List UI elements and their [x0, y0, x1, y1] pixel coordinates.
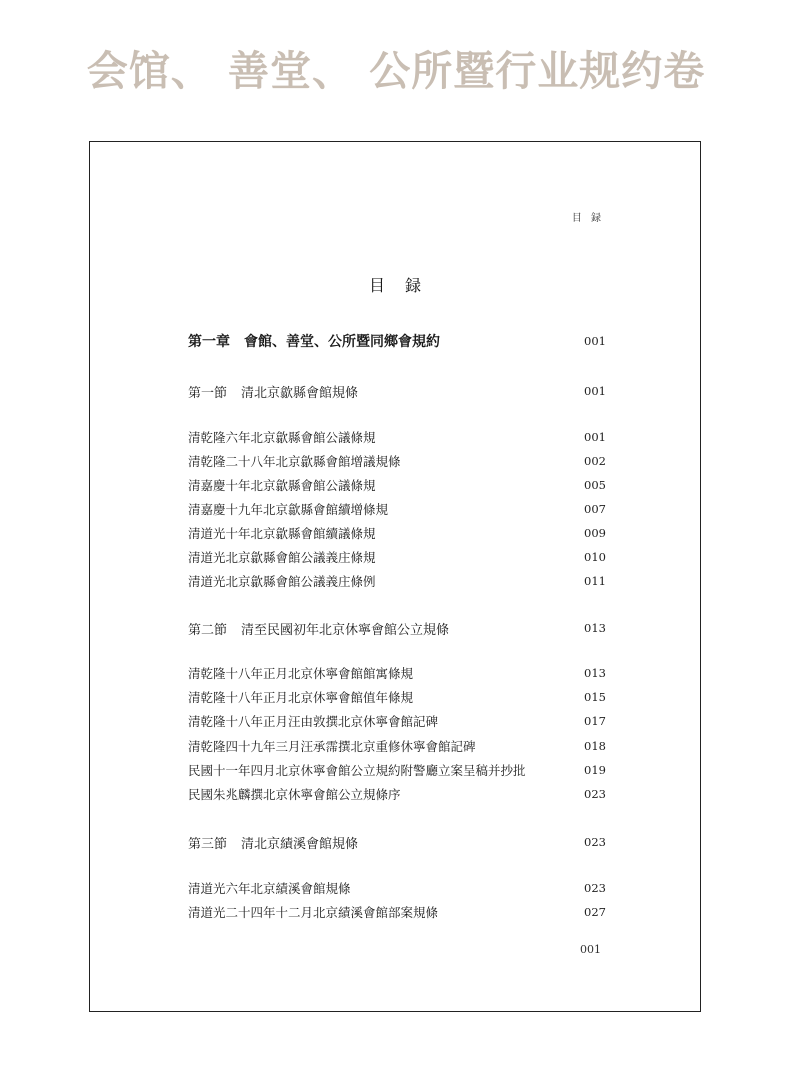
toc-page-number: 001 [584, 384, 606, 398]
toc-entry-title [188, 331, 440, 351]
toc-entry-title [188, 712, 438, 730]
toc-entry-prefix: 第三節 [188, 836, 228, 852]
toc-entry-text: 清嘉慶十九年北京歙縣會館續增條規 [188, 502, 389, 517]
toc-item-entry [188, 784, 606, 804]
toc-item-entry [188, 571, 606, 591]
toc-chapter-entry [188, 331, 606, 351]
toc-page-number: 013 [584, 621, 606, 635]
toc-page-number: 018 [584, 739, 606, 753]
toc-item-entry [188, 736, 606, 756]
toc-entry-title [188, 548, 376, 566]
toc-item-entry [188, 878, 606, 898]
toc-page-number: 009 [584, 526, 606, 540]
toc-entry-text: 清北京績溪會館規條 [241, 836, 359, 852]
toc-entry-text: 清道光十年北京歙縣會館續議條規 [188, 526, 376, 541]
toc-page-number: 010 [584, 550, 606, 564]
toc-item-entry [188, 475, 606, 495]
toc-entry-text: 清乾隆十八年正月北京休寧會館值年條規 [188, 690, 414, 705]
toc-entry-title [188, 500, 388, 518]
toc-entry-title [188, 524, 376, 542]
page-folio: 001 [580, 943, 601, 956]
toc-page-number: 002 [584, 454, 606, 468]
toc-entry-text: 清北京歙縣會館規條 [241, 385, 359, 401]
toc-entry-text: 清至民國初年北京休寧會館公立規條 [241, 622, 450, 638]
toc-page-number: 001 [584, 334, 606, 348]
toc-item-entry [188, 547, 606, 567]
toc-item-entry [188, 663, 606, 683]
toc-section-entry [188, 832, 606, 852]
toc-entry-title [188, 382, 358, 401]
toc-entry-title [188, 761, 526, 779]
toc-page-number: 023 [584, 835, 606, 849]
toc-entry-text: 清乾隆四十九年三月汪承霈撰北京重修休寧會館記碑 [188, 739, 476, 754]
toc-entry-text: 民國十一年四月北京休寧會館公立規約附警廳立案呈稿并抄批 [188, 763, 526, 778]
toc-entry-text: 清乾隆十八年正月汪由敦撰北京休寧會館記碑 [188, 714, 439, 729]
toc-entry-text: 清乾隆十八年正月北京休寧會館館寓條規 [188, 666, 414, 681]
toc-page-number: 007 [584, 502, 606, 516]
toc-page-number: 023 [584, 881, 606, 895]
toc-entry-title [188, 737, 476, 755]
toc-entry-title [188, 688, 413, 706]
toc-entry-title [188, 572, 376, 590]
toc-item-entry [188, 451, 606, 471]
toc-entry-text: 清乾隆二十八年北京歙縣會館增議規條 [188, 454, 401, 469]
toc-item-entry [188, 687, 606, 707]
toc-item-entry [188, 427, 606, 447]
toc-section-entry [188, 381, 606, 401]
toc-entry-text: 會館、善堂、公所暨同鄉會規約 [244, 334, 440, 350]
toc-entry-prefix: 第一章 [188, 334, 230, 350]
toc-entry-title [188, 452, 401, 470]
toc-entry-text: 清道光二十四年十二月北京績溪會館部案規條 [188, 905, 439, 920]
toc-page-number: 023 [584, 787, 606, 801]
banner-title: 会馆、 善堂、 公所暨行业规约卷 [86, 47, 706, 95]
toc-entry-title [188, 903, 438, 921]
toc-page-number: 017 [584, 714, 606, 728]
toc-page-number: 005 [584, 478, 606, 492]
toc-entry-title [188, 879, 351, 897]
toc-page-number: 011 [584, 574, 606, 588]
toc-heading: 目録 [368, 276, 441, 295]
running-head: 目 録 [571, 213, 604, 224]
toc-entry-text: 民國朱兆麟撰北京休寧會館公立規條序 [188, 787, 401, 802]
toc-entry-text: 清嘉慶十年北京歙縣會館公議條規 [188, 478, 376, 493]
toc-item-entry [188, 523, 606, 543]
toc-entry-text: 清乾隆六年北京歙縣會館公議條規 [188, 430, 376, 445]
toc-page-number: 019 [584, 763, 606, 777]
toc-entry-title [188, 428, 376, 446]
toc-entry-title [188, 664, 413, 682]
toc-entry-title [188, 476, 376, 494]
toc-item-entry [188, 760, 606, 780]
toc-entry-text: 清道光六年北京績溪會館規條 [188, 881, 351, 896]
toc-page-number: 027 [584, 905, 606, 919]
toc-entry-text: 清道光北京歙縣會館公議義庄條規 [188, 550, 376, 565]
document-page [89, 141, 701, 1012]
toc-entry-text: 清道光北京歙縣會館公議義庄條例 [188, 574, 376, 589]
toc-entry-prefix: 第一節 [188, 385, 228, 401]
toc-page-number: 013 [584, 666, 606, 680]
toc-entry-prefix: 第二節 [188, 622, 228, 638]
toc-entry-title [188, 619, 449, 638]
toc-entry-title [188, 785, 401, 803]
toc-item-entry [188, 711, 606, 731]
toc-item-entry [188, 902, 606, 922]
toc-item-entry [188, 499, 606, 519]
toc-entry-title [188, 833, 358, 852]
toc-page-number: 015 [584, 690, 606, 704]
toc-section-entry [188, 618, 606, 638]
toc-page-number: 001 [584, 430, 606, 444]
